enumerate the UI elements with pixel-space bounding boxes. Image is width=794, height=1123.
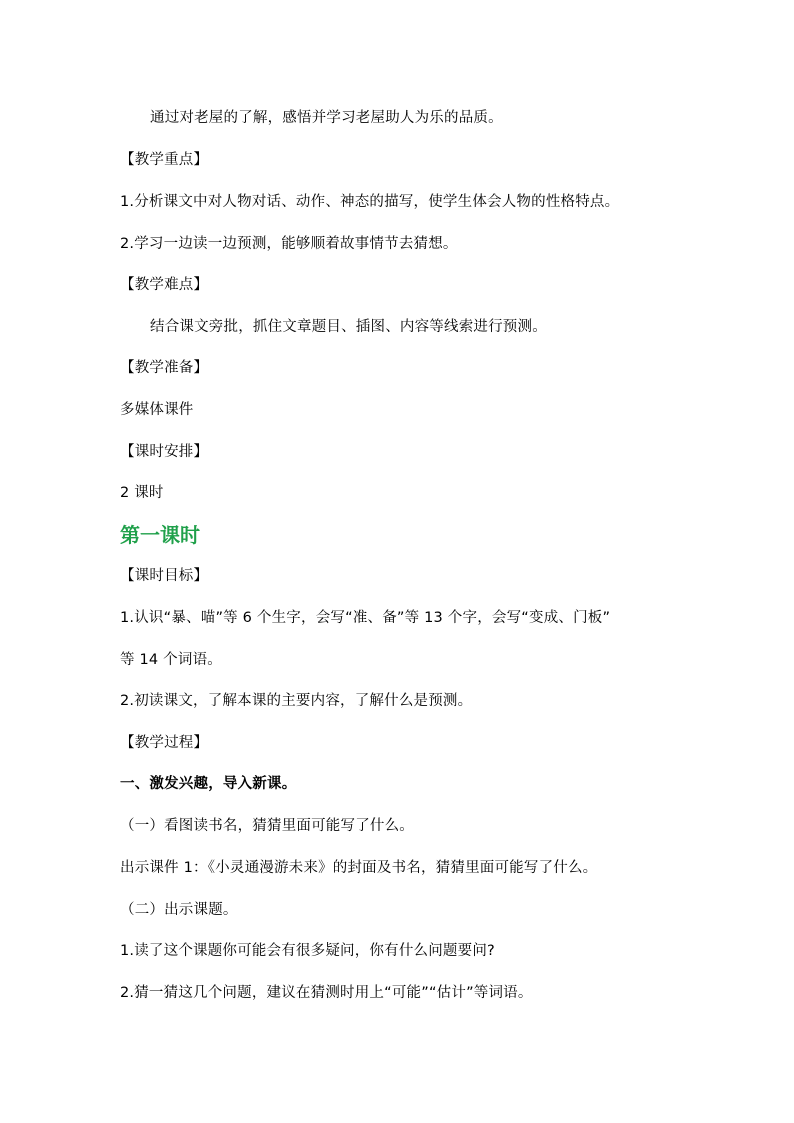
difficulties-label: 【教学难点】 xyxy=(120,277,209,293)
sub-2-item-1: 1.读了这个课题你可能会有很多疑问，你有什么问题要问? xyxy=(120,943,495,959)
goal-1-line-1: 1.认识“暴、喵”等 6 个生字，会写“准、备”等 13 个字，会写“变成、门板” xyxy=(120,610,611,626)
lesson-goals-label: 【课时目标】 xyxy=(120,568,209,584)
schedule-label: 【课时安排】 xyxy=(120,444,209,460)
key-points-label: 【教学重点】 xyxy=(120,152,209,168)
process-label: 【教学过程】 xyxy=(120,735,209,751)
goal-2: 2.初读课文，了解本课的主要内容，了解什么是预测。 xyxy=(120,693,473,709)
sub-1-title: （一）看图读书名，猜猜里面可能写了什么。 xyxy=(120,818,414,834)
step-1-title: 一、激发兴趣，导入新课。 xyxy=(120,776,297,792)
preparation-label: 【教学准备】 xyxy=(120,360,209,376)
goal-1-line-2: 等 14 个词语。 xyxy=(120,652,222,668)
schedule-text: 2 课时 xyxy=(120,485,164,501)
sub-2-title: （二）出示课题。 xyxy=(120,902,238,918)
key-point-2: 2.学习一边读一边预测，能够顺着故事情节去猜想。 xyxy=(120,236,458,252)
objective-text: 通过对老屋的了解，感悟并学习老屋助人为乐的品质。 xyxy=(150,110,503,126)
lesson-heading: 第一课时 xyxy=(120,523,200,547)
difficulty-text: 结合课文旁批，抓住文章题目、插图、内容等线索进行预测。 xyxy=(150,319,547,335)
sub-2-item-2: 2.猜一猜这几个问题，建议在猜测时用上“可能”“估计”等词语。 xyxy=(120,985,533,1001)
preparation-text: 多媒体课件 xyxy=(120,402,194,418)
key-point-1: 1.分析课文中对人物对话、动作、神态的描写，使学生体会人物的性格特点。 xyxy=(120,194,620,210)
sub-1-text: 出示课件 1：《小灵通漫游未来》的封面及书名，猜猜里面可能写了什么。 xyxy=(120,860,598,876)
